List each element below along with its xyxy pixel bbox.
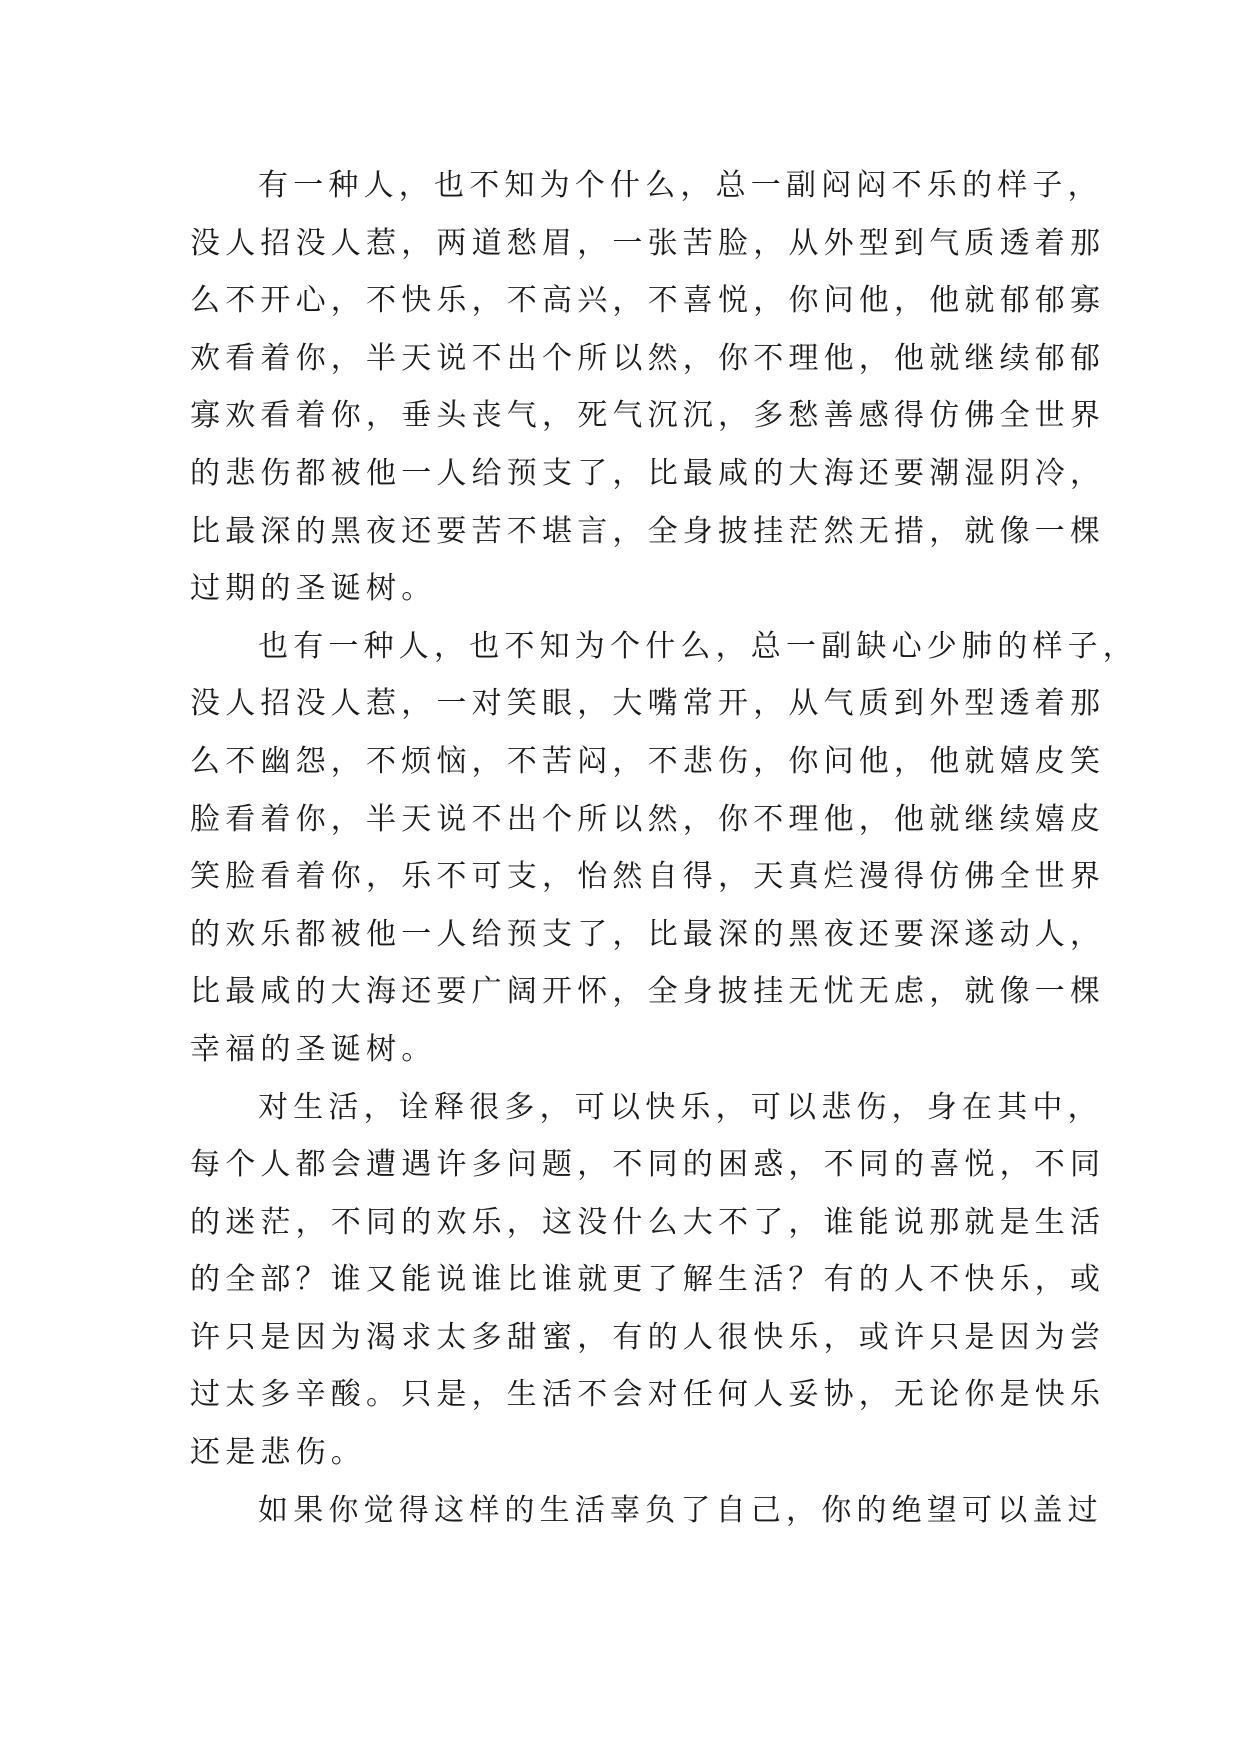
text-line: 没人招没人惹，两道愁眉，一张苦脸，从外型到气质透着那 xyxy=(190,225,1106,261)
text-line: 也有一种人，也不知为个什么，总一副缺心少肺的样子， xyxy=(258,628,1138,664)
text-line: 比最咸的大海还要广阔开怀，全身披挂无忧无虑，就像一棵 xyxy=(190,974,1106,1010)
text-line: 的迷茫，不同的欢乐，这没什么大不了，谁能说那就是生活 xyxy=(190,1204,1106,1240)
text-line: 对生活，诠释很多，可以快乐，可以悲伤，身在其中， xyxy=(258,1089,1103,1125)
text-line: 每个人都会遭遇许多问题，不同的困惑，不同的喜悦，不同 xyxy=(190,1147,1106,1183)
text-line: 笑脸看着你，乐不可支，怡然自得，天真烂漫得仿佛全世界 xyxy=(190,859,1106,895)
text-line: 幸福的圣诞树。 xyxy=(190,1031,437,1067)
text-line: 的欢乐都被他一人给预支了，比最深的黑夜还要深遂动人， xyxy=(190,916,1106,952)
text-line: 的全部？谁又能说谁比谁就更了解生活？有的人不快乐，或 xyxy=(190,1262,1106,1298)
text-line: 还是悲伤。 xyxy=(190,1435,366,1471)
text-line: 欢看着你，半天说不出个所以然，你不理他，他就继续郁郁 xyxy=(190,340,1106,376)
text-line: 的悲伤都被他一人给预支了，比最咸的大海还要潮湿阴冷， xyxy=(190,455,1106,491)
text-line: 么不幽怨，不烦恼，不苦闷，不悲伤，你问他，他就嬉皮笑 xyxy=(190,743,1106,779)
text-line: 没人招没人惹，一对笑眼，大嘴常开，从气质到外型透着那 xyxy=(190,686,1106,722)
text-line: 比最深的黑夜还要苦不堪言，全身披挂茫然无措，就像一棵 xyxy=(190,513,1106,549)
text-line: 如果你觉得这样的生活辜负了自己，你的绝望可以盖过 xyxy=(258,1492,1103,1528)
document-body xyxy=(190,157,1138,1539)
text-line: 寡欢看着你，垂头丧气，死气沉沉，多愁善感得仿佛全世界 xyxy=(190,398,1106,434)
paragraph-3 xyxy=(190,1079,1106,1482)
paragraph-1 xyxy=(190,157,1106,618)
text-line: 么不开心，不快乐，不高兴，不喜悦，你问他，他就郁郁寡 xyxy=(190,283,1106,319)
text-line: 脸看着你，半天说不出个所以然，你不理他，他就继续嬉皮 xyxy=(190,801,1106,837)
paragraph-2 xyxy=(190,618,1138,1079)
text-line: 许只是因为渴求太多甜蜜，有的人很快乐，或许只是因为尝 xyxy=(190,1319,1106,1355)
text-line: 过期的圣诞树。 xyxy=(190,571,437,607)
text-line: 过太多辛酸。只是，生活不会对任何人妥协，无论你是快乐 xyxy=(190,1377,1106,1413)
paragraph-4 xyxy=(190,1482,1103,1540)
text-line: 有一种人，也不知为个什么，总一副闷闷不乐的样子， xyxy=(258,168,1103,203)
